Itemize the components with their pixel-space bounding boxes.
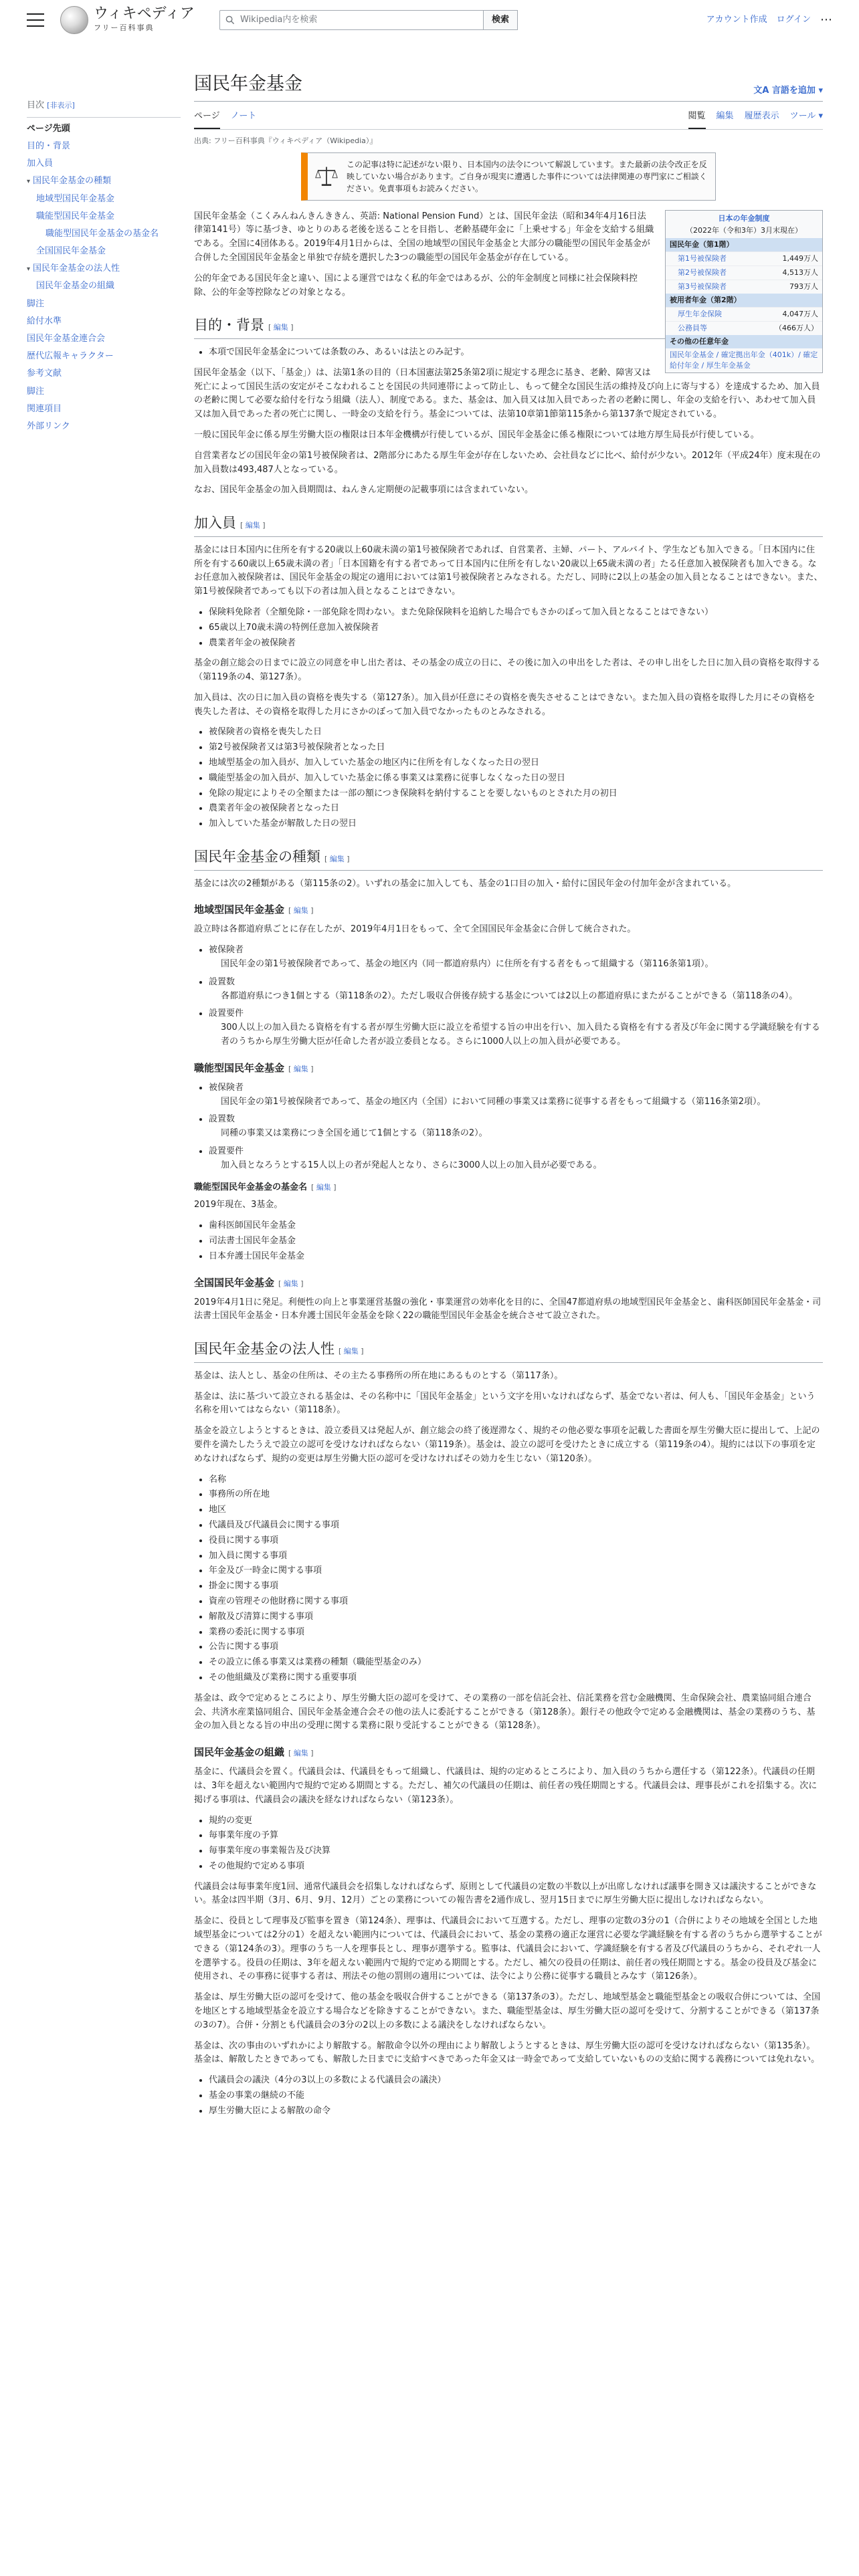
- definition-list: [209, 944, 823, 1049]
- infobox-row-value: 793万人: [789, 282, 818, 292]
- notice-box: [301, 152, 716, 201]
- search-icon: [225, 15, 235, 25]
- definition-term: • 設置数: [209, 1114, 235, 1125]
- list-item: • 地域型基金の加入員が、加入していた基金の地区内に住所を有しなくなった日の翌日: [209, 756, 823, 770]
- wikipedia-globe-icon: [60, 6, 88, 34]
- definition-term: • 設置要件: [209, 1146, 244, 1157]
- toc-item-label: 地域型国民年金基金: [36, 193, 115, 204]
- paragraph: 基金には次の2種類がある（第115条の2）。いずれの基金に加入しても、基金の1口目の加入・給付に国民年金の付加年金が含まれている。: [194, 878, 737, 889]
- toc-item[interactable]: [27, 348, 181, 365]
- bullet-list: [209, 1814, 823, 1874]
- definition-desc: 同種の事業又は業務につき全国を通じて1個とする（第118条の2）。: [221, 1128, 488, 1139]
- search-form: [219, 10, 518, 30]
- site-logo[interactable]: [60, 6, 219, 34]
- paragraph: 基金を設立しようとするときは、設立委員又は発起人が、創立総会の終了後遅滞なく、規約その他必要な事項を記載した書面を厚生労働大臣に提出して、上記の要件を満たしたうえで設立の認可を受けなければならない（第119条）。基金は、設立の認可を受けたときに成立する（第119条の4）。規約には以下の事項を定めなければならず、規約の変更は厚生労働大臣の認可を受けなければその効力を生じない（第120条）。: [194, 1426, 820, 1464]
- list-item: • 被保険者の資格を喪失した日: [209, 726, 823, 740]
- infobox-row-label[interactable]: 第3号被保険者: [678, 282, 727, 292]
- list-item: • 第2号被保険者又は第3号被保険者となった日: [209, 741, 823, 755]
- definition-desc: 国民年金の第1号被保険者であって、基金の地区内（全国）において同種の事業又は業務に従事する者をもって組織する（第116条第2項）。: [221, 1096, 766, 1107]
- paragraph: 一般に国民年金に係る厚生労働大臣の権限は日本年金機構が行使しているが、国民年金基金に係る権限については地方厚生局長が行使している。: [194, 429, 759, 440]
- toc-item[interactable]: [27, 418, 181, 435]
- toc-item-label: 職能型国民年金基金: [36, 211, 115, 221]
- toc-hide-button[interactable]: [非表示]: [47, 101, 75, 110]
- intro-paragraph: 国民年金基金（こくみんねんきんききん、英語: National Pension Fund）とは、国民年金法（昭和34年4月16日法律第141号）等に基づき、ゆとりのある老後を送ることを目指し、老齢基礎年金に「上乗せする」年金を支給する組織である。全国に4団体ある。2019年4月1日からは、全国の地域型の国民年金基金と大部分の職能型の国民年金基金が合併した全国国民年金基金と単独で存続を選択した3つの職能型の国民年金基金が存在している。: [194, 211, 654, 263]
- paragraph: 基金の創立総会の日までに設立の同意を申し出た者は、その基金の成立の日に、その後に加入の申出をした者は、その申し出をした日に加入員の資格を取得する（第119条の4、第127条）。: [194, 658, 821, 683]
- definition-desc: 加入員となろうとする15人以上の者が発起人となり、さらに3000人以上の加入員が必要である。: [221, 1160, 602, 1170]
- edit-section-link[interactable]: [ 編集 ]: [311, 1182, 337, 1192]
- list-item: • 職能型基金の加入員が、加入していた基金に係る事業又は業務に従事しなくなった日の翌日: [209, 772, 823, 786]
- toc-item-label: 目的・背景: [27, 140, 71, 151]
- list-item: • 代議員及び代議員会に関する事項: [209, 1519, 823, 1533]
- toc-item-label: 全国国民年金基金: [36, 246, 106, 257]
- list-item: • 農業者年金の被保険者: [209, 637, 823, 651]
- paragraph: 自営業者などの国民年金の第1号被保険者は、2階部分にあたる厚生年金が存在しないため、会社員などに比べ、給付が少ない。2012年（平成24年）度末現在の加入員数は493,487人となっている。: [194, 450, 821, 475]
- infobox-row-value: 1,449万人: [782, 254, 818, 263]
- toc-item-label: 参考文献: [27, 368, 62, 379]
- logo-title: ウィキペディア: [94, 5, 195, 23]
- paragraph: 2019年現在、3基金。: [194, 1200, 283, 1210]
- list-item: • 公告に関する事項: [209, 1640, 823, 1654]
- toc-item-label: 脚注: [27, 386, 45, 397]
- infobox-row: [666, 307, 822, 321]
- definition-item: [209, 1145, 823, 1173]
- list-item: • 農業者年金の被保険者となった日: [209, 802, 823, 816]
- search-input[interactable]: [219, 10, 484, 30]
- infobox-row-value: （466万人）: [775, 324, 818, 333]
- infobox-other-pensions[interactable]: 国民年金基金 / 確定拠出年金（401k）/ 確定給付年金 / 厚生年金基金: [670, 350, 818, 370]
- tab-history[interactable]: 履歴表示: [744, 111, 779, 122]
- toc-item-label: 給付水準: [27, 316, 62, 326]
- infobox-body: [666, 238, 822, 348]
- paragraph: 基金には日本国内に住所を有する20歳以上60歳未満の第1号被保険者であれば、自営業者、主婦、パート、アルバイト、学生なども加入できる。「日本国内に住所を有する60歳以上65歳未満の者」「日本国籍を有する者であって日本国内に住所を有しない20歳以上65歳未満の者」たる任意加入被保険者も加入できる。なお任意加入被保険者は、国民年金基金の規定の適用においては第1号被保険者とみなされる。ただし、同時に2以上の基金の加入員となることはできない。また、第1号被保険者であっても以下の者は加入員となることはできない。: [194, 544, 823, 597]
- toc-item-label: 歴代広報キャラクター: [27, 351, 114, 362]
- toc-item[interactable]: [27, 296, 181, 313]
- infobox-row-value: 4,047万人: [782, 310, 818, 319]
- toc-item[interactable]: [27, 243, 181, 260]
- paragraph: 2019年4月1日に発足。利便性の向上と事業運営基盤の強化・事業運営の効率化を目的に、全国47都道府県の地域型国民年金基金と、歯科医師国民年金基金・司法書士国民年金基金・日本弁護士国民年金基金を除く22の職能型国民年金基金を統合させて設立された。: [194, 1297, 822, 1321]
- definition-item: [209, 1113, 823, 1141]
- toc-item-label: 脚注: [27, 298, 45, 309]
- subsection-heading: 職能型国民年金基金の基金名 [ 編集 ]: [194, 1182, 337, 1192]
- list-item: • その他組織及び業務に関する重要事項: [209, 1671, 823, 1685]
- list-item: • 65歳以上70歳未満の特例任意加入被保険者: [209, 621, 823, 635]
- paragraph: 基金は、厚生労働大臣の認可を受けて、他の基金を吸収合併することができる（第137条の3）。ただし、地域型基金と職能型基金との吸収合併については、全国を地区とする地域型基金を設立する場合などを除きすることができない。また、職能型基金は、厚生労働大臣の認可を受けて、分割することができる（第137条の3の7）。合併・分割とも代議員会の3分の2以上の多数による議決をしなければならない。: [194, 1992, 821, 2030]
- infobox-section-header: 国民年金（第1階）: [666, 238, 822, 251]
- chevron-down-icon[interactable]: ▾: [27, 178, 31, 186]
- edit-section-link[interactable]: [ 編集 ]: [278, 1279, 304, 1288]
- list-item: • 司法書士国民年金基金: [209, 1235, 823, 1249]
- definition-item: [209, 1081, 823, 1109]
- list-item: • 事務所の所在地: [209, 1488, 823, 1502]
- infobox-row-label[interactable]: 第1号被保険者: [678, 254, 727, 263]
- list-item: • 基金の事業の継続の不能: [209, 2089, 823, 2103]
- toc-item-label: 国民年金基金の組織: [36, 281, 115, 292]
- logo-subtitle: フリー百科事典: [94, 23, 155, 33]
- toc-item[interactable]: [27, 191, 181, 208]
- infobox-row: [666, 321, 822, 335]
- list-item: • その他規約で定める事項: [209, 1860, 823, 1874]
- subsection-heading: 地域型国民年金基金 [ 編集 ]: [194, 903, 314, 916]
- list-item: • 厚生労働大臣による解散の命令: [209, 2105, 823, 2119]
- create-account-link[interactable]: アカウント作成: [706, 14, 767, 25]
- paragraph: 基金は、政令で定めるところにより、厚生労働大臣の認可を受けて、その業務の一部を信託会社、信託業務を営む金融機関、生命保険会社、農業協同組合連合会、共済水産業協同組合、国民年金基金連合会その他の法人に委託することができる（第128条）。銀行その他政令で定める金融機関は、基金の業務のうち、基金の加入員となる旨の申出の受理に関する業務に限り受託することができる（第128条）。: [194, 1693, 816, 1731]
- search-placeholder: Wikipedia内を検索: [240, 14, 318, 25]
- toc-list: [27, 120, 181, 435]
- toc-item-label: 国民年金基金連合会: [27, 334, 106, 344]
- edit-section-link[interactable]: [ 編集 ]: [240, 521, 266, 530]
- list-item: • 役員に関する事項: [209, 1534, 823, 1548]
- chevron-down-icon[interactable]: ▾: [27, 265, 31, 274]
- list-item: • 業務の委託に関する事項: [209, 1626, 823, 1640]
- bullet-list: [209, 1473, 823, 1685]
- infobox-row-value: 4,513万人: [782, 268, 818, 278]
- infobox-pension-system: [665, 210, 823, 373]
- list-item: • 加入員に関する事項: [209, 1549, 823, 1564]
- toc-item[interactable]: [27, 173, 181, 190]
- list-item: • 加入していた基金が解散した日の翌日: [209, 817, 823, 831]
- infobox-section-header: 被用者年金（第2階）: [666, 294, 822, 307]
- page-title: 国民年金基金: [194, 74, 302, 94]
- toc-item-label: ページ先頭: [27, 123, 70, 134]
- main-menu-icon[interactable]: [27, 13, 44, 27]
- list-item: • 名称: [209, 1473, 823, 1487]
- section-heading: 目的・背景 [ 編集 ]: [194, 314, 823, 339]
- bullet-list: [209, 606, 823, 650]
- definition-item: [209, 1007, 823, 1049]
- toc-item[interactable]: [27, 260, 181, 278]
- tab-talk[interactable]: ノート: [230, 111, 257, 122]
- toc-sidebar: [27, 40, 194, 2125]
- infobox-row: [666, 251, 822, 265]
- page-tabs: [194, 106, 823, 130]
- list-item: • 解散及び清算に関する事項: [209, 1610, 823, 1624]
- bullet-list: [209, 2074, 823, 2118]
- add-languages-button[interactable]: 文A 言語を追加 ▾: [753, 86, 823, 96]
- bullet-list: [209, 726, 823, 831]
- toc-item-label: 外部リンク: [27, 421, 70, 431]
- paragraph: 加入員は、次の日に加入員の資格を喪失する（第127条）。加入員が任意にその資格を喪失させることはできない。また加入員の資格を取得した月にその資格を喪失した者は、その資格を取得した月にさかのぼって加入員でなかったものとみなされる。: [194, 692, 816, 717]
- section-heading: 加入員 [ 編集 ]: [194, 512, 823, 537]
- toc-header: [27, 99, 181, 118]
- toc-item[interactable]: [27, 401, 181, 418]
- infobox-row-label[interactable]: 厚生年金保険: [678, 310, 722, 319]
- infobox-row-label[interactable]: 第2号被保険者: [678, 268, 727, 278]
- login-link[interactable]: ログイン: [776, 14, 811, 25]
- infobox-section-header: その他の任意年金: [666, 335, 822, 348]
- article-source: 出典: フリー百科事典『ウィキペディア（Wikipedia）』: [194, 136, 377, 145]
- list-item: • 本項で国民年金基金については条数のみ、あるいは法とのみ記す。: [209, 346, 823, 360]
- site-header: [0, 0, 859, 40]
- paragraph: 代議員会は毎事業年度1回、通常代議員会を招集しなければならず、原則として代議員の定数の半数以上が出席しなければ議事を開き又は議決することができない。基金は四半期（3月、6月、9月、12月）ごとの業務についての報告書を2通作成し、翌月15日までに厚生労働大臣に提出しなければならない。: [194, 1881, 817, 1906]
- toc-item[interactable]: [27, 330, 181, 348]
- list-item: • 毎事業年度の事業報告及び決算: [209, 1844, 823, 1858]
- list-item: • 掛金に関する事項: [209, 1580, 823, 1594]
- list-item: • 年金及び一時金に関する事項: [209, 1564, 823, 1578]
- infobox-caption[interactable]: 日本の年金制度: [718, 213, 770, 223]
- paragraph: 基金は、次の事由のいずれかにより解散する。解散命令以外の理由により解散しようとするときは、厚生労働大臣の認可を受けなければならない（第135条）。基金は、解散したときであっても、解散した日までに支給すべきであった年金又は一時金であって支給していないものの支給に関する義務については免れない。: [194, 2040, 820, 2065]
- tab-tools[interactable]: ツール ▾: [789, 111, 823, 122]
- tab-page[interactable]: ページ: [194, 106, 220, 129]
- list-item: • 免除の規定によりその全額または一部の額につき保険料を納付することを要しないものとされた月の初日: [209, 787, 823, 801]
- definition-term: • 設置要件: [209, 1008, 244, 1019]
- list-item: • 歯科医師国民年金基金: [209, 1219, 823, 1233]
- toc-item[interactable]: [27, 120, 181, 138]
- section-heading: 国民年金基金の種類 [ 編集 ]: [194, 846, 823, 871]
- subsection-heading: 職能型国民年金基金 [ 編集 ]: [194, 1061, 314, 1074]
- toc-item-label: 加入員: [27, 158, 54, 169]
- list-item: • 毎事業年度の予算: [209, 1829, 823, 1843]
- toc-item-label: 国民年金基金の法人性: [33, 263, 120, 274]
- toc-item-label: 国民年金基金の種類: [33, 176, 112, 187]
- tab-read[interactable]: 閲覧: [688, 106, 706, 129]
- toc-item-label: 関連項目: [27, 403, 62, 414]
- notice-text: この記事は特に記述がない限り、日本国内の法令について解説しています。また最新の法令改正を反映していない場合があります。ご自身が現実に遭遇した事件については法律関連の専門家にご相談ください。免責事項もお読みください。: [347, 159, 707, 193]
- search-button[interactable]: 検索: [484, 10, 518, 30]
- paragraph: 基金に、代議員会を置く。代議員会は、代議員をもって組織し、代議員は、規約の定めるところにより、加入員のうちから選任する（第122条）。代議員の任期は、3年を超えない範囲内で規約で定める期間とする。ただし、補欠の代議員の任期は、前任者の残任期間とする。代議員会は、理事長がこれを招集する。次に掲げる事項は、代議員会の議決を経なければならない（第123条）。: [194, 1767, 818, 1805]
- toc-item[interactable]: [27, 155, 181, 173]
- infobox-row: [666, 265, 822, 280]
- paragraph: 基金に、役員として理事及び監事を置き（第124条）、理事は、代議員会において互選する。ただし、理事の定数の3分の1（合併によりその地域を全国とした地域型基金については2分の1）を超えない範囲内については、代議員会において、基金の業務の適正な運営に必要な学識経験を有する者のうちから選挙することができる（第124条の3）。理事のうち一人を理事長とし、理事が選挙する。監事は、代議員会において、学識経験を有する者及び代議員のうちから、それぞれ一人を選挙する。役員の任期は、3年を超えない範囲内で規約で定める期間とする。ただし、補欠の役員の任期は、前任者の残任期間とする。基金の役員及び基金に使用され、その事務に従事する者は、刑法その他の罰則の適用については、法令により公務に従事する職員とみなす（第126条）。: [194, 1916, 822, 1982]
- definition-item: [209, 976, 823, 1004]
- toc-item[interactable]: [27, 313, 181, 330]
- definition-item: [209, 944, 823, 972]
- infobox-row-label[interactable]: 公務員等: [678, 324, 707, 333]
- list-item: • 日本弁護士国民年金基金: [209, 1250, 823, 1264]
- infobox-row: [666, 280, 822, 294]
- definition-term: • 被保険者: [209, 945, 244, 956]
- edit-section-link[interactable]: [ 編集 ]: [339, 1347, 364, 1356]
- toc-item[interactable]: [27, 278, 181, 295]
- definition-desc: 300人以上の加入員たる資格を有する者が厚生労働大臣に設立を希望する旨の申出を行い、加入員たる資格を有する者及び年金に関する学識経験を有する者のうちから厚生労働大臣が任命した者が設立委員となる。さらに1000人以上の加入員が必要である。: [221, 1023, 820, 1047]
- toc-item[interactable]: [27, 208, 181, 225]
- list-item: • 地区: [209, 1503, 823, 1517]
- paragraph: 国民年金基金（以下、「基金」）は、法第1条の目的（日本国憲法第25条第2項に規定する理念に基き、老齢、障害又は死亡によって国民生活の安定がそこなわれることを国民の共同連帯によって防止し、もって健全な国民生活の維持及び向上に寄与する）を達成するため、加入員の老齢に関して必要な給付を行なう組織（法人）、制度である。また、基金は、加入員又は加入員であった者の老齢に関し、年金の支給を行い、あわせて加入員又は加入員であった者の死亡に関し、一時金の支給を行う。基金については、法第10章第1節第115条から第137条で規定されている。: [194, 367, 820, 420]
- list-item: • 資産の管理その他財務に関する事項: [209, 1595, 823, 1609]
- subsection-heading: 国民年金基金の組織 [ 編集 ]: [194, 1746, 314, 1759]
- definition-list: [209, 1081, 823, 1173]
- list-item: • 規約の変更: [209, 1814, 823, 1828]
- scales-of-justice-icon: [314, 165, 339, 189]
- definition-desc: 国民年金の第1号被保険者であって、基金の地区内（同一都道府県内）に住所を有する者をもって組織する（第116条第1項）。: [221, 959, 714, 970]
- paragraph: 基金は、法に基づいて設立される基金は、その名称中に「国民年金基金」という文字を用いなければならず、基金でない者は、何人も、「国民年金基金」という名称を用いてはならない（第118条）。: [194, 1391, 816, 1416]
- edit-section-link[interactable]: [ 編集 ]: [288, 1749, 314, 1758]
- edit-section-link[interactable]: [ 編集 ]: [288, 1064, 314, 1073]
- paragraph: なお、国民年金基金の加入員期間は、ねんきん定期便の記載事項には含まれていない。: [194, 485, 534, 496]
- infobox-subcaption: （2022年（令和3年）3月末現在）: [686, 225, 802, 235]
- toc-item-label: 職能型国民年金基金の基金名: [45, 228, 159, 239]
- edit-section-link[interactable]: [ 編集 ]: [324, 855, 350, 864]
- toc-title: 目次: [27, 100, 45, 110]
- toc-item[interactable]: [27, 138, 181, 155]
- subsection-heading: 全国国民年金基金 [ 編集 ]: [194, 1276, 304, 1289]
- definition-desc: 各都道府県につき1個とする（第118条の2）。ただし吸収合併後存続する基金については2以上の都道府県にまたがることができる（第118条の4）。: [221, 990, 798, 1001]
- paragraph: 設立時は各都道府県ごとに存在したが、2019年4月1日をもって、全て全国国民年金基金に合併して統合された。: [194, 924, 636, 935]
- more-options-icon[interactable]: ⋯: [820, 12, 832, 27]
- toc-item[interactable]: [27, 365, 181, 383]
- list-item: • 代議員会の議決（4分の3以上の多数による代議員会の議決）: [209, 2074, 823, 2088]
- list-item: • 保険料免除者（全額免除・一部免除を問わない。また免除保険料を追納した場合でもさかのぼって加入員となることはできない）: [209, 606, 823, 620]
- section-heading: 国民年金基金の法人性 [ 編集 ]: [194, 1338, 823, 1363]
- edit-section-link[interactable]: [ 編集 ]: [288, 906, 314, 916]
- article: [194, 40, 823, 2125]
- definition-term: • 被保険者: [209, 1082, 244, 1093]
- toc-item[interactable]: [27, 383, 181, 401]
- list-item: • その設立に係る事業又は業務の種類（職能型基金のみ）: [209, 1656, 823, 1670]
- toc-item[interactable]: [27, 225, 181, 243]
- paragraph: 基金は、法人とし、基金の住所は、その主たる事務所の所在地にあるものとする（第117条）。: [194, 1370, 563, 1381]
- intro-paragraph: 公的年金である国民年金と違い、国による運営ではなく私的年金ではあるが、公的年金制度と同様に社会保険料控除、公的年金等控除などの対象となる。: [194, 273, 638, 298]
- definition-term: • 設置数: [209, 976, 235, 987]
- edit-section-link[interactable]: [ 編集 ]: [268, 323, 294, 332]
- tab-edit[interactable]: 編集: [716, 111, 734, 122]
- bullet-list: [209, 1219, 823, 1263]
